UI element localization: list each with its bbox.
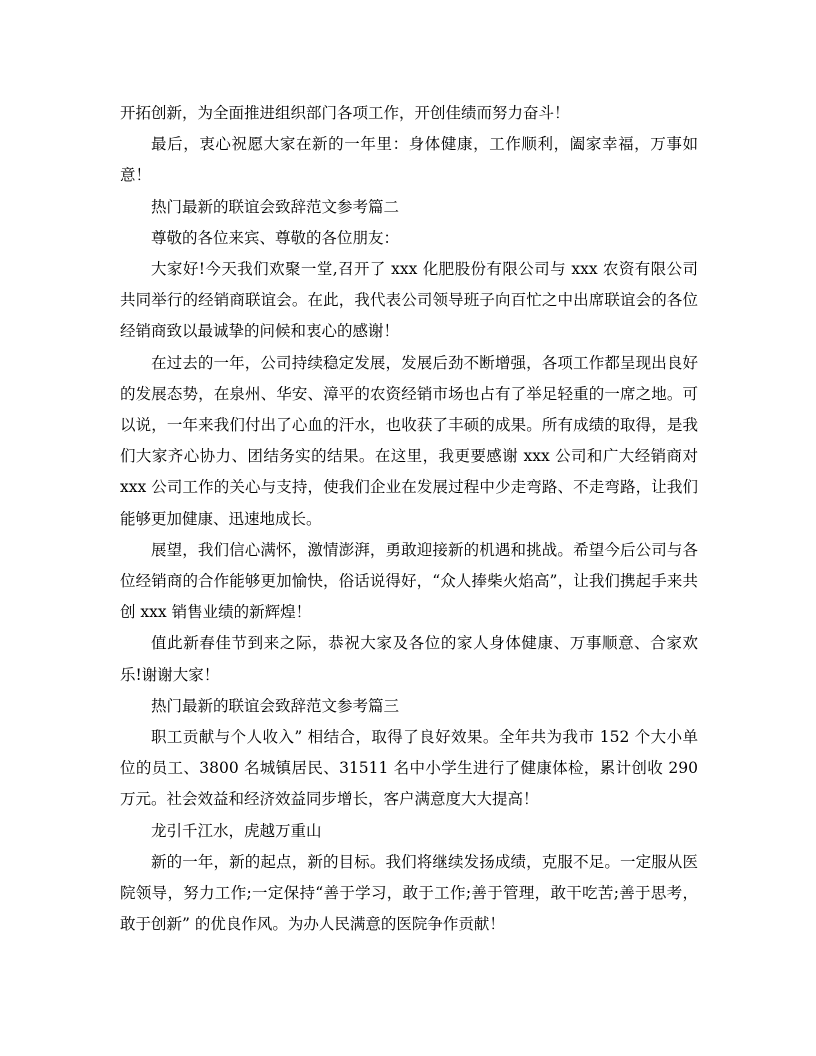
section-heading-part-three: 热门最新的联谊会致辞范文参考篇三 xyxy=(151,696,400,715)
paragraph-health-checkups: 职工贡献与个人收入” 相结合，取得了良好效果。全年共为我市 152 个大小单位的员工、3800 名城镇居民、31511 名中小学生进行了健康体检，累计创收 290 万元。社会效益和经济效益同步增长，客户满意度大大提高！ xyxy=(120,728,698,809)
paragraph-salutation: 尊敬的各位来宾、尊敬的各位朋友： xyxy=(151,228,400,247)
paragraph-outlook: 展望，我们信心满怀，激情澎湃，勇敢迎接新的机遇和挑战。希望今后公司与各位经销商的合作能够更加愉快，俗话说得好，“众人捧柴火焰高”，让我们携起手来共创 xxx 销售业绩的新辉煌！ xyxy=(120,540,698,622)
paragraph-new-goals: 新的一年，新的起点，新的目标。我们将继续发扬成绩，克服不足。一定服从医院领导，努力工作;一定保持“善于学习，敢于工作;善于管理，敢干吃苦;善于思考，敢于创新” 的优良作风。为办人民满意的医院争作贡献！ xyxy=(120,852,698,934)
document-body xyxy=(120,98,698,940)
paragraph-motto: 龙引千江水，虎越万重山 xyxy=(151,821,322,840)
paragraph-past-year: 在过去的一年，公司持续稳定发展，发展后劲不断增强，各项工作都呈现出良好的发展态势，在泉州、华安、漳平的农资经销市场也占有了举足轻重的一席之地。可以说，一年来我们付出了心血的汗水，也收获了丰硕的成果。所有成绩的取得，是我们大家齐心协力、团结务实的结果。在这里，我更要感谢 xxx 公司和广大经销商对 xxx 公司工作的关心与支持，使我们企业在发展过程中少走弯路、不走弯路，让我们能够更加健康、迅速地成长。 xyxy=(120,353,698,528)
paragraph-closing-line: 开拓创新，为全面推进组织部门各项工作，开创佳绩而努力奋斗！ xyxy=(120,104,570,122)
section-heading-part-two: 热门最新的联谊会致辞范文参考篇二 xyxy=(151,197,400,216)
paragraph-greeting: 大家好!今天我们欢聚一堂,召开了 xxx 化肥股份有限公司与 xxx 农资有限公司共同举行的经销商联谊会。在此，我代表公司领导班子向百忙之中出席联谊会的各位经销商致以最诚挚的问候和衷心的感谢！ xyxy=(120,260,698,341)
paragraph-final-wishes: 最后，衷心祝愿大家在新的一年里：身体健康，工作顺利，阖家幸福，万事如意！ xyxy=(120,135,698,185)
paragraph-new-year-wishes: 值此新春佳节到来之际，恭祝大家及各位的家人身体健康、万事顺意、合家欢乐!谢谢大家！ xyxy=(120,634,698,684)
